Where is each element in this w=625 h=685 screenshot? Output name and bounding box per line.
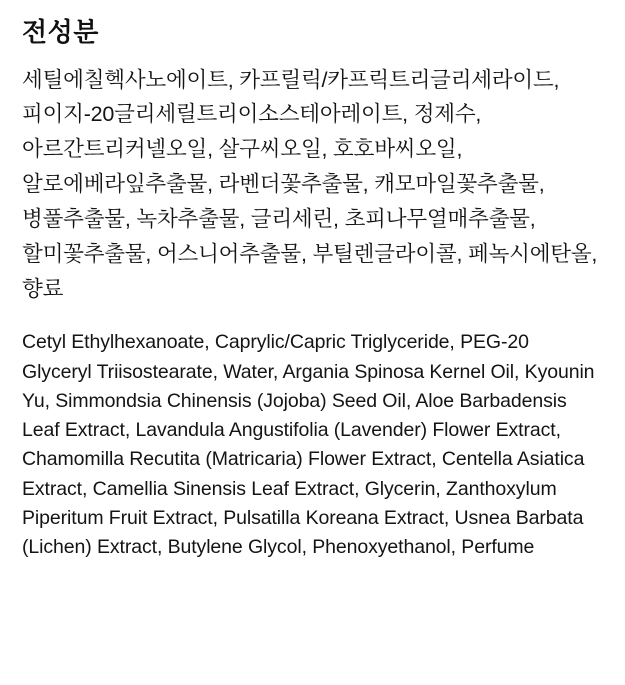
page-title: 전성분 [22,17,99,47]
ingredients-list-korean: 세틸에칠헥사노에이트, 카프릴릭/카프릭트리글리세라이드, 피이지-20글리세릴트리이소스테아레이트, 정제수, 아르간트리커넬오일, 살구씨오일, 호호바씨오일, 알로에베라잎추출물, 라벤더꽃추출물, 캐모마일꽃추출물, 병풀추출물, 녹차추출물, 글리세린, 초피나무열매추출물, 할미꽃추출물, 어스니어추출물, 부틸렌글라이콜, 페녹시에탄올, 향료 [22,67,598,301]
ingredients-list-english: Cetyl Ethylhexanoate, Caprylic/Capric Triglyceride, PEG-20 Glyceryl Triisostearate, Water, Argania Spinosa Kernel Oil, Kyounin Yu, Simmondsia Chinensis (Jojoba) Seed Oil, Aloe Barbadensis Leaf Extract, Lavandula Angustifolia (Lavender) Flower Extract, Chamomilla Recutita (Matricaria) Flower Extract, Centella Asiatica Extract, Camellia Sinensis Leaf Extract, Glycerin, Zanthoxylum Piperitum Fruit Extract, Pulsatilla Koreana Extract, Usnea Barbata (Lichen) Extract, Butylene Glycol, Phenoxyethanol, Perfume [22,331,595,559]
